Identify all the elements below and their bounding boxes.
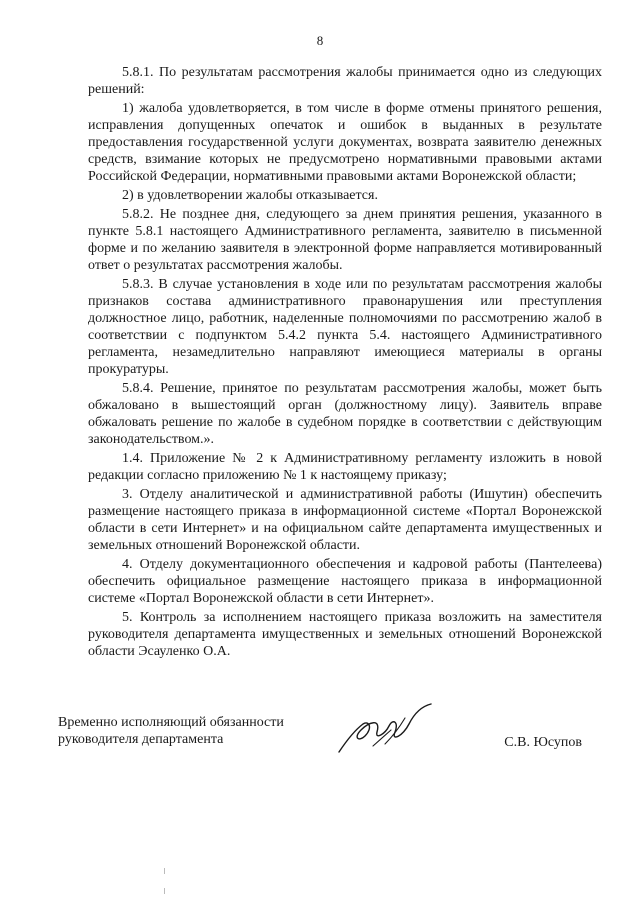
signature-block <box>58 714 602 774</box>
paragraph-5-8-2: 5.8.2. Не позднее дня, следующего за днем принятия решения, указанного в пункте 5.8.1 настоящего Административного регламента, заявителю в письменной форме и по желанию заявителя в электронной форме направляется мотивированный ответ о результатах рассмотрения жалобы. <box>88 207 602 273</box>
paragraph-5: 5. Контроль за исполнением настоящего приказа возложить на заместителя руководителя департамента имущественных и земельных отношений Воронежской области Эсауленко О.А. <box>88 610 602 659</box>
page-number: 8 <box>316 33 324 48</box>
signatory-title-line-1: Временно исполняющий обязанности <box>58 715 284 730</box>
signatory-name: С.В. Юсупов <box>504 735 582 750</box>
paragraph-1-4: 1.4. Приложение № 2 к Административному регламенту изложить в новой редакции согласно приложению № 1 к настоящему приказу; <box>88 451 602 483</box>
margin-mark <box>164 888 165 894</box>
paragraph-5-8-4: 5.8.4. Решение, принятое по результатам рассмотрения жалобы, может быть обжаловано в вышестоящий орган (должностному лицу). Заявитель вправе обжаловать решение по жалобе в судебном порядке в соответствии с действующим законодательством.». <box>88 381 602 447</box>
paragraph-item-1: 1) жалоба удовлетворяется, в том числе в форме отмены принятого решения, исправления допущенных опечаток и ошибок в выданных в результате предоставления государственной услуги документах, возврата заявителю денежных средств, взимание которых не предусмотрено нормативными правовыми актами Российской Федерации, нормативными правовыми актами Воронежской области; <box>88 101 602 184</box>
document-body <box>88 64 602 662</box>
paragraph-5-8-1: 5.8.1. По результатам рассмотрения жалобы принимается одно из следующих решений: <box>88 65 602 97</box>
paragraph-3: 3. Отделу аналитической и административной работы (Ишутин) обеспечить размещение настоящего приказа в информационной системе «Портал Воронежской области в сети Интернет» и на официальном сайте департамента имущественных и земельных отношений Воронежской области. <box>88 487 602 553</box>
paragraph-4: 4. Отделу документационного обеспечения и кадровой работы (Пантелеева) обеспечить официальное размещение настоящего приказа в информационной системе «Портал Воронежской области в сети Интернет». <box>88 557 602 606</box>
paragraph-5-8-3: 5.8.3. В случае установления в ходе или по результатам рассмотрения жалобы признаков состава административного правонарушения или преступления должностное лицо, работник, наделенные полномочиями по рассмотрению жалоб в соответствии с подпунктом 5.4.2 пункта 5.4. настоящего Административного регламента, незамедлительно направляют имеющиеся материалы в органы прокуратуры. <box>88 277 602 377</box>
signatory-title <box>58 714 284 748</box>
handwritten-signature <box>333 700 443 760</box>
margin-mark <box>164 868 165 874</box>
paragraph-item-2: 2) в удовлетворении жалобы отказывается. <box>122 188 378 203</box>
signatory-title-line-2: руководителя департамента <box>58 732 224 747</box>
